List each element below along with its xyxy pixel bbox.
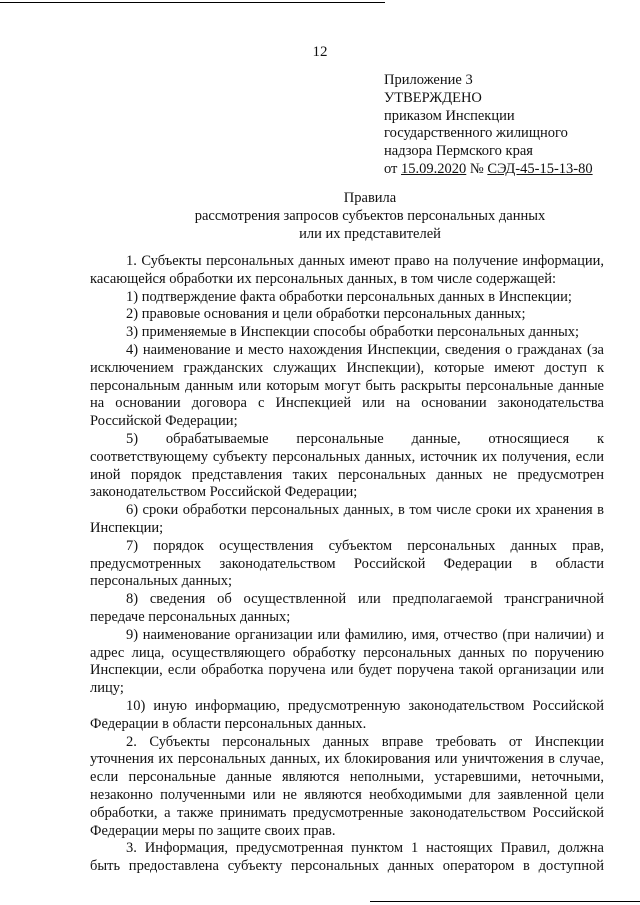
document-title bbox=[90, 190, 640, 243]
list-item-4: 4) наименование и место нахождения Инспекции, сведения о гражданах (за исключением гражданских служащих Инспекции), которые имеют доступ к персональным данным или которым могут быть раскрыты персональные данные на основании договора с Инспекцией или на основании законодательства Российской Федерации; bbox=[90, 341, 604, 430]
list-item-9: 9) наименование организации или фамилию, имя, отчество (при наличии) и адрес лица, осуществляющего обработку персональных данных по поручению Инспекции, если обработка поручена или будет поручена такой организации или лицу; bbox=[90, 626, 604, 697]
order-number: СЭД-45-15-13-80 bbox=[487, 160, 593, 177]
approved-label: УТВЕРЖДЕНО bbox=[384, 89, 482, 106]
title-line-3: или их представителей bbox=[299, 225, 441, 242]
list-item-3: 3) применяемые в Инспекции способы обработки персональных данных; bbox=[126, 324, 579, 341]
authority-line-1: государственного жилищного bbox=[384, 125, 568, 142]
title-line-1: Правила bbox=[343, 190, 397, 206]
list-item-2: 2) правовые основания и цели обработки персональных данных; bbox=[126, 306, 526, 323]
date-prefix: от bbox=[384, 160, 402, 177]
list-item-1: 1) подтверждение факта обработки персональных данных в Инспекции; bbox=[126, 288, 572, 305]
appendix-label: Приложение 3 bbox=[384, 72, 473, 88]
order-label: приказом Инспекции bbox=[384, 107, 515, 124]
page-number: 12 bbox=[312, 44, 328, 60]
list-item-8: 8) сведения об осуществленной или предполагаемой трансграничной передаче персональных данных; bbox=[90, 591, 604, 625]
authority-line-2: надзора Пермского края bbox=[384, 143, 533, 160]
document-body bbox=[90, 253, 604, 876]
order-date-line bbox=[384, 161, 593, 179]
title-line-2: рассмотрения запросов субъектов персональных данных bbox=[194, 207, 546, 224]
approval-block bbox=[384, 72, 593, 179]
list-item-10: 10) иную информацию, предусмотренную законодательством Российской Федерации в области персональных данных. bbox=[90, 697, 604, 732]
paragraph-3: 3. Информация, предусмотренная пунктом 1 настоящих Правил, должна быть предоставлена субъекту персональных данных оператором в доступной bbox=[90, 840, 604, 875]
paragraph-1: 1. Субъекты персональных данных имеют право на получение информации, касающейся обработки их персональных данных, в том числе содержащей: bbox=[90, 253, 604, 287]
list-item-6: 6) сроки обработки персональных данных, в том числе сроки их хранения в Инспекции; bbox=[90, 502, 604, 536]
order-date: 15.09.2020 bbox=[401, 160, 467, 177]
list-item-5: 5) обрабатываемые персональные данные, относящиеся к соответствующему субъекту персональных данных, источник их получения, если иной порядок представления таких персональных данных не предусмотрен законодательством Российской Федерации; bbox=[90, 430, 604, 501]
number-sign: № bbox=[466, 160, 488, 177]
bottom-border-line bbox=[370, 901, 640, 902]
list-item-7: 7) порядок осуществления субъектом персональных данных прав, предусмотренных законодательством Российской Федерации в области персональных данных; bbox=[90, 537, 604, 590]
top-border-line bbox=[0, 2, 385, 3]
paragraph-2: 2. Субъекты персональных данных вправе требовать от Инспекции уточнения их персональных данных, их блокирования или уничтожения в случае, если персональные данные являются неполными, устаревшими, неточными, незаконно полученными или не являются необходимыми для заявленной цели обработки, а также принимать предусмотренные законодательством Российской Федерации меры по защите своих прав. bbox=[90, 733, 604, 839]
